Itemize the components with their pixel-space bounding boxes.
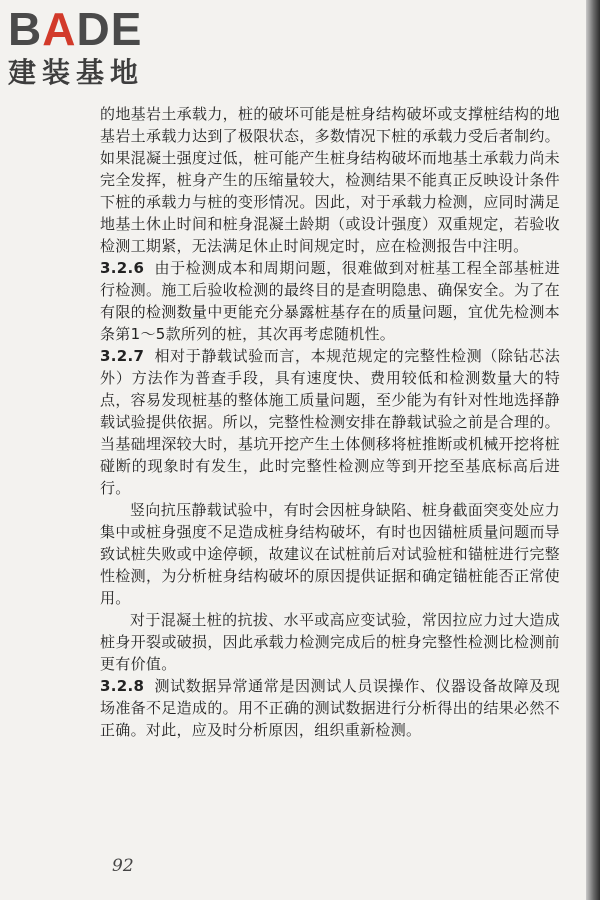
logo-letters-de: DE	[76, 3, 143, 55]
clause-text: 测试数据异常通常是因测试人员误操作、仪器设备故障及现场准备不足造成的。用不正确的测试数据进行分析得出的结果必然不正确。对此，应及时分析原因，组织重新检测。	[100, 677, 560, 739]
document-body	[100, 103, 560, 741]
logo-latin-text	[8, 4, 144, 54]
clause-3-2-8	[100, 675, 560, 741]
clause-number: 3.2.6	[100, 259, 145, 277]
paragraph-uplift-test: 竖向抗压静载试验中，有时会因桩身缺陷、桩身截面突变处应力集中或桩身强度不足造成桩身结构破坏，有时也因锚桩质量问题而导致试桩失败或中途停顿，故建议在试桩前后对试验桩和锚桩进行完整性检测，为分析桩身结构破坏的原因提供证据和确定锚桩能否正常使用。	[100, 501, 560, 607]
clause-3-2-6	[100, 257, 560, 345]
page-edge-shadow	[586, 0, 600, 900]
page-number: 92	[112, 856, 134, 876]
clause-text: 由于检测成本和周期问题，很难做到对桩基工程全部基桩进行检测。施工后验收检测的最终目的是查明隐患、确保安全。为了在有限的检测数量中更能充分暴露桩基存在的质量问题，宜优先检测本条第1～5款所列的桩，其次再考虑随机性。	[100, 259, 560, 343]
clause-number: 3.2.8	[100, 677, 145, 695]
logo-letter-a: A	[42, 3, 77, 55]
clause-number: 3.2.7	[100, 347, 145, 365]
paragraph-continuation: 的地基岩土承载力，桩的破坏可能是桩身结构破坏或支撑桩结构的地基岩土承载力达到了极限状态，多数情况下桩的承载力受后者制约。如果混凝土强度过低，桩可能产生桩身结构破坏而地基土承载力尚未完全发挥，桩身产生的压缩量较大，检测结果不能真正反映设计条件下桩的承载力与桩的变形情况。因此，对于承载力检测，应同时满足地基土休止时间和桩身混凝土龄期（或设计强度）双重规定，若验收检测工期紧，无法满足休止时间规定时，应在检测报告中注明。	[100, 105, 560, 255]
paragraph-concrete-pile: 对于混凝土桩的抗拔、水平或高应变试验，常因拉应力过大造成桩身开裂或破损，因此承载力检测完成后的桩身完整性检测比检测前更有价值。	[100, 611, 560, 673]
clause-3-2-7	[100, 345, 560, 499]
logo-letter-b: B	[8, 3, 43, 55]
bade-logo	[8, 4, 144, 90]
clause-text: 相对于静载试验而言，本规范规定的完整性检测（除钻芯法外）方法作为普查手段，具有速度快、费用较低和检测数量大的特点，容易发现桩基的整体施工质量问题，至少能为有针对性地选择静载试验提供依据。所以，完整性检测安排在静载试验之前是合理的。当基础埋深较大时，基坑开挖产生土体侧移将桩推断或机械开挖将桩碰断的现象时有发生，此时完整性检测应等到开挖至基底标高后进行。	[100, 347, 560, 497]
logo-chinese-text: 建装基地	[8, 56, 145, 89]
